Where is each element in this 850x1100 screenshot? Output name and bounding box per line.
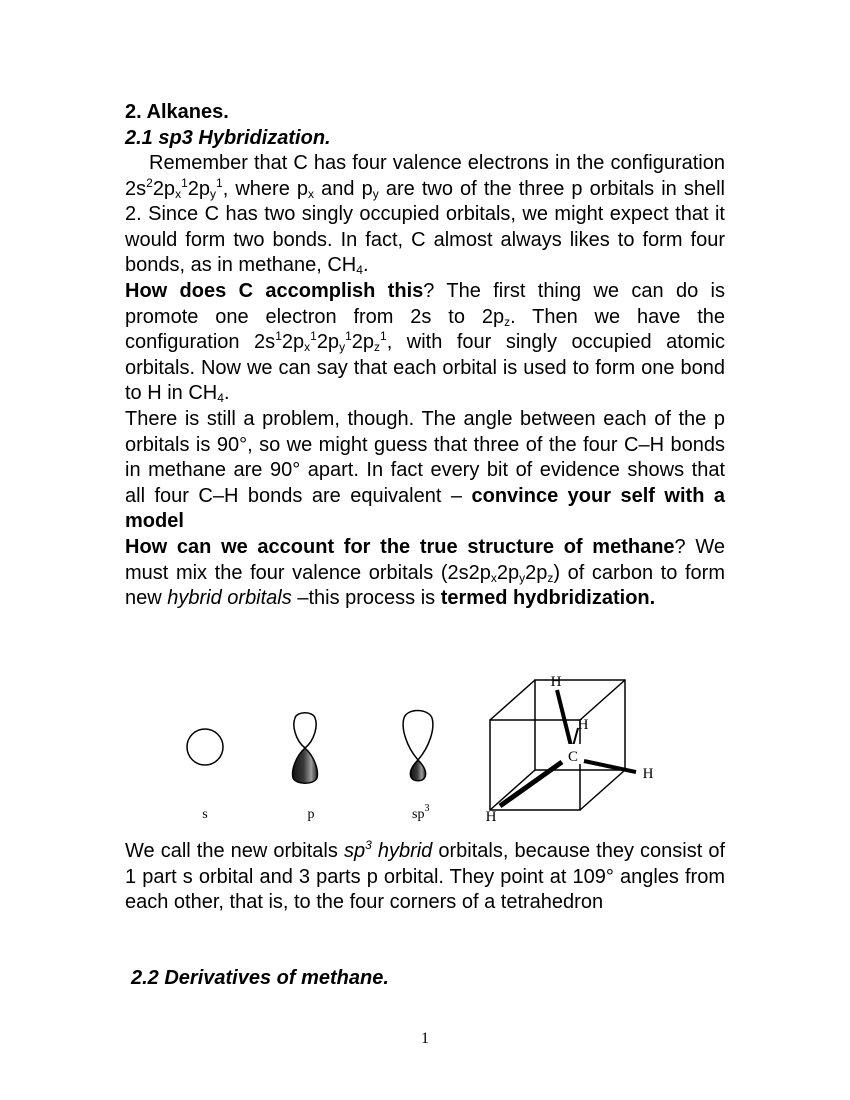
paragraph-configuration: Remember that C has four valence electrons in the configuration $2s^22p_x^12p_y^1$, where $p_x$ and $p_y$ are two of the three p orbitals in shell 2. Since C has two singly occupied orbitals, we might expect that it would form two bonds. In fact, C almost always likes to form four bonds, as in methane, $CH_4$. bbox=[125, 152, 726, 278]
atom-carbon: C bbox=[567, 749, 579, 765]
section2-heading-block bbox=[131, 966, 731, 992]
sp3-orbital-icon bbox=[403, 711, 433, 781]
atom-h-right: H bbox=[642, 766, 654, 782]
paragraph-sp3: We call the new orbitals $sp^3$ hybrid orbitals, because they consist of 1 part s orbital and 3 parts p orbital. They point at 109° angles from each other, that is, to the four corners of a tetrahedron bbox=[125, 838, 726, 914]
section2-heading: 2.2 Derivatives of methane. bbox=[131, 967, 389, 989]
sp3-orbital-label: $sp^3$ bbox=[412, 803, 430, 822]
s-orbital-label: s bbox=[202, 807, 208, 822]
s-orbital-icon bbox=[187, 729, 223, 765]
paragraph-hybridization: How can we account for the true structure of methane? We must mix the four valence orbitals $(2s2p_x2p_y2p_z)$ of carbon to form new hybrid orbitals –this process is termed hydbridization. bbox=[125, 535, 725, 610]
p-orbital-label: p bbox=[307, 807, 315, 822]
atom-h-bottom: H bbox=[485, 809, 497, 825]
paragraph-problem: There is still a problem, though. The angle between each of the p orbitals is 90°, so we might guess that three of the four C–H bonds in methane are 90° apart. In fact every bit of evidence shows that all four C–H bonds are equivalent – convince your self with a model bbox=[125, 407, 726, 533]
methane-cube-diagram bbox=[490, 680, 636, 810]
page-number: 1 bbox=[421, 1030, 429, 1047]
subsection-heading: 2.1 sp3 Hybridization. bbox=[125, 126, 331, 149]
body-text-after-figure bbox=[125, 839, 725, 916]
section-heading: 2. Alkanes. bbox=[125, 101, 229, 123]
atom-h-top: H bbox=[550, 674, 562, 690]
atom-h-middle: H bbox=[577, 717, 589, 733]
paragraph-promotion: How does C accomplish this? The first thing we can do is promote one electron from 2s to $2p_z$. Then we have the configuration $2s^12p_x^12p_y^12p_z^1$, with four singly occupied atomic orbitals. Now we can say that each orbital is used to form one bond to H in $CH_4$. bbox=[125, 279, 726, 406]
p-orbital-icon bbox=[293, 713, 318, 784]
